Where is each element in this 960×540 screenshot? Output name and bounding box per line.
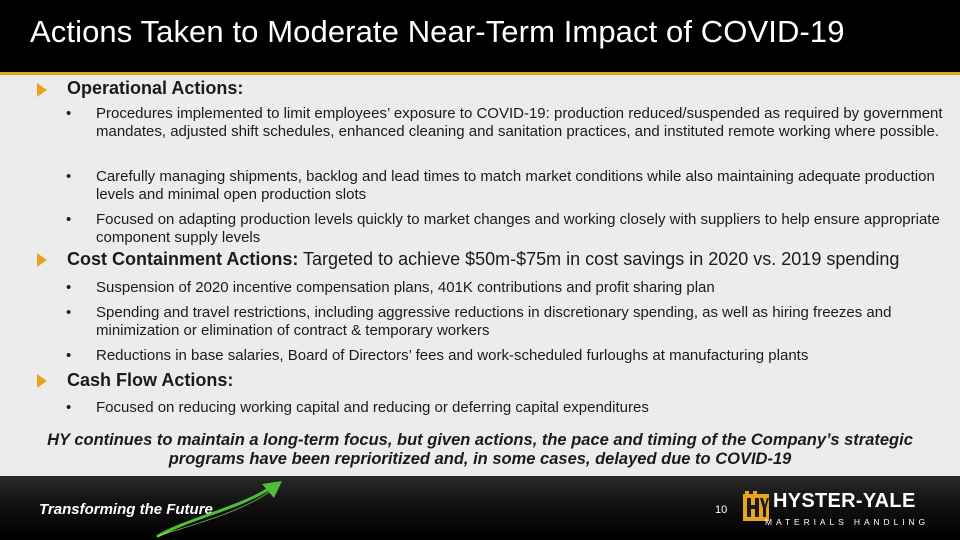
swoosh-arrow-icon <box>150 478 290 538</box>
bullet-dot-icon: • <box>66 279 72 296</box>
section-heading <box>67 78 243 99</box>
list-item: Spending and travel restrictions, including aggressive reductions in discretionary spending, as well as hiring freezes and minimization or elimination of contract & temporary workers <box>96 304 892 339</box>
section-heading <box>67 249 899 270</box>
section-heading-label: Operational Actions: <box>67 78 244 98</box>
slide-title: Actions Taken to Moderate Near-Term Impact of COVID-19 <box>30 14 845 49</box>
list-item: Focused on adapting production levels quickly to market changes and working closely with suppliers to help ensure appropriate component supply levels <box>96 211 940 246</box>
section-heading-label: Cash Flow Actions: <box>67 370 234 390</box>
section-heading <box>67 370 233 391</box>
list-item: Carefully managing shipments, backlog and lead times to match market conditions while also maintaining adequate production levels and minimal open production slots <box>96 168 935 203</box>
bullet-dot-icon: • <box>66 105 72 122</box>
logo-wordmark: HYSTER-YALE <box>773 490 916 512</box>
list-item: Reductions in base salaries, Board of Directors’ fees and work-scheduled furloughs at manufacturing plants <box>96 347 809 364</box>
closing-statement: HY continues to maintain a long-term focus, but given actions, the pace and timing of the Company’s strategic programs have been reprioritized and, in some cases, delayed due to COVID-19 <box>47 431 913 468</box>
bullet-dot-icon: • <box>66 347 72 364</box>
section-heading-label: Cost Containment Actions: <box>67 249 299 269</box>
page-number: 10 <box>715 504 728 516</box>
footer-tagline: Transforming the Future <box>39 501 213 518</box>
play-arrow-icon <box>37 253 47 267</box>
bullet-dot-icon: • <box>66 168 72 185</box>
bullet-dot-icon: • <box>66 399 72 416</box>
bullet-dot-icon: • <box>66 304 72 321</box>
play-arrow-icon <box>37 83 47 97</box>
list-item: Suspension of 2020 incentive compensation plans, 401K contributions and profit sharing plan <box>96 279 715 296</box>
section-heading-detail: Targeted to achieve $50m-$75m in cost savings in 2020 vs. 2019 spending <box>303 249 900 269</box>
list-item: Focused on reducing working capital and reducing or deferring capital expenditures <box>96 399 649 416</box>
list-item: Procedures implemented to limit employees’ exposure to COVID-19: production reduced/suspended as required by government mandates, adjusted shift schedules, enhanced cleaning and sanitation practices, and instituted remote working where possible. <box>96 105 943 140</box>
title-bar <box>0 0 960 72</box>
bullet-dot-icon: • <box>66 211 72 228</box>
logo-subtitle: MATERIALS HANDLING <box>765 517 930 527</box>
slide-body <box>0 75 960 476</box>
play-arrow-icon <box>37 374 47 388</box>
